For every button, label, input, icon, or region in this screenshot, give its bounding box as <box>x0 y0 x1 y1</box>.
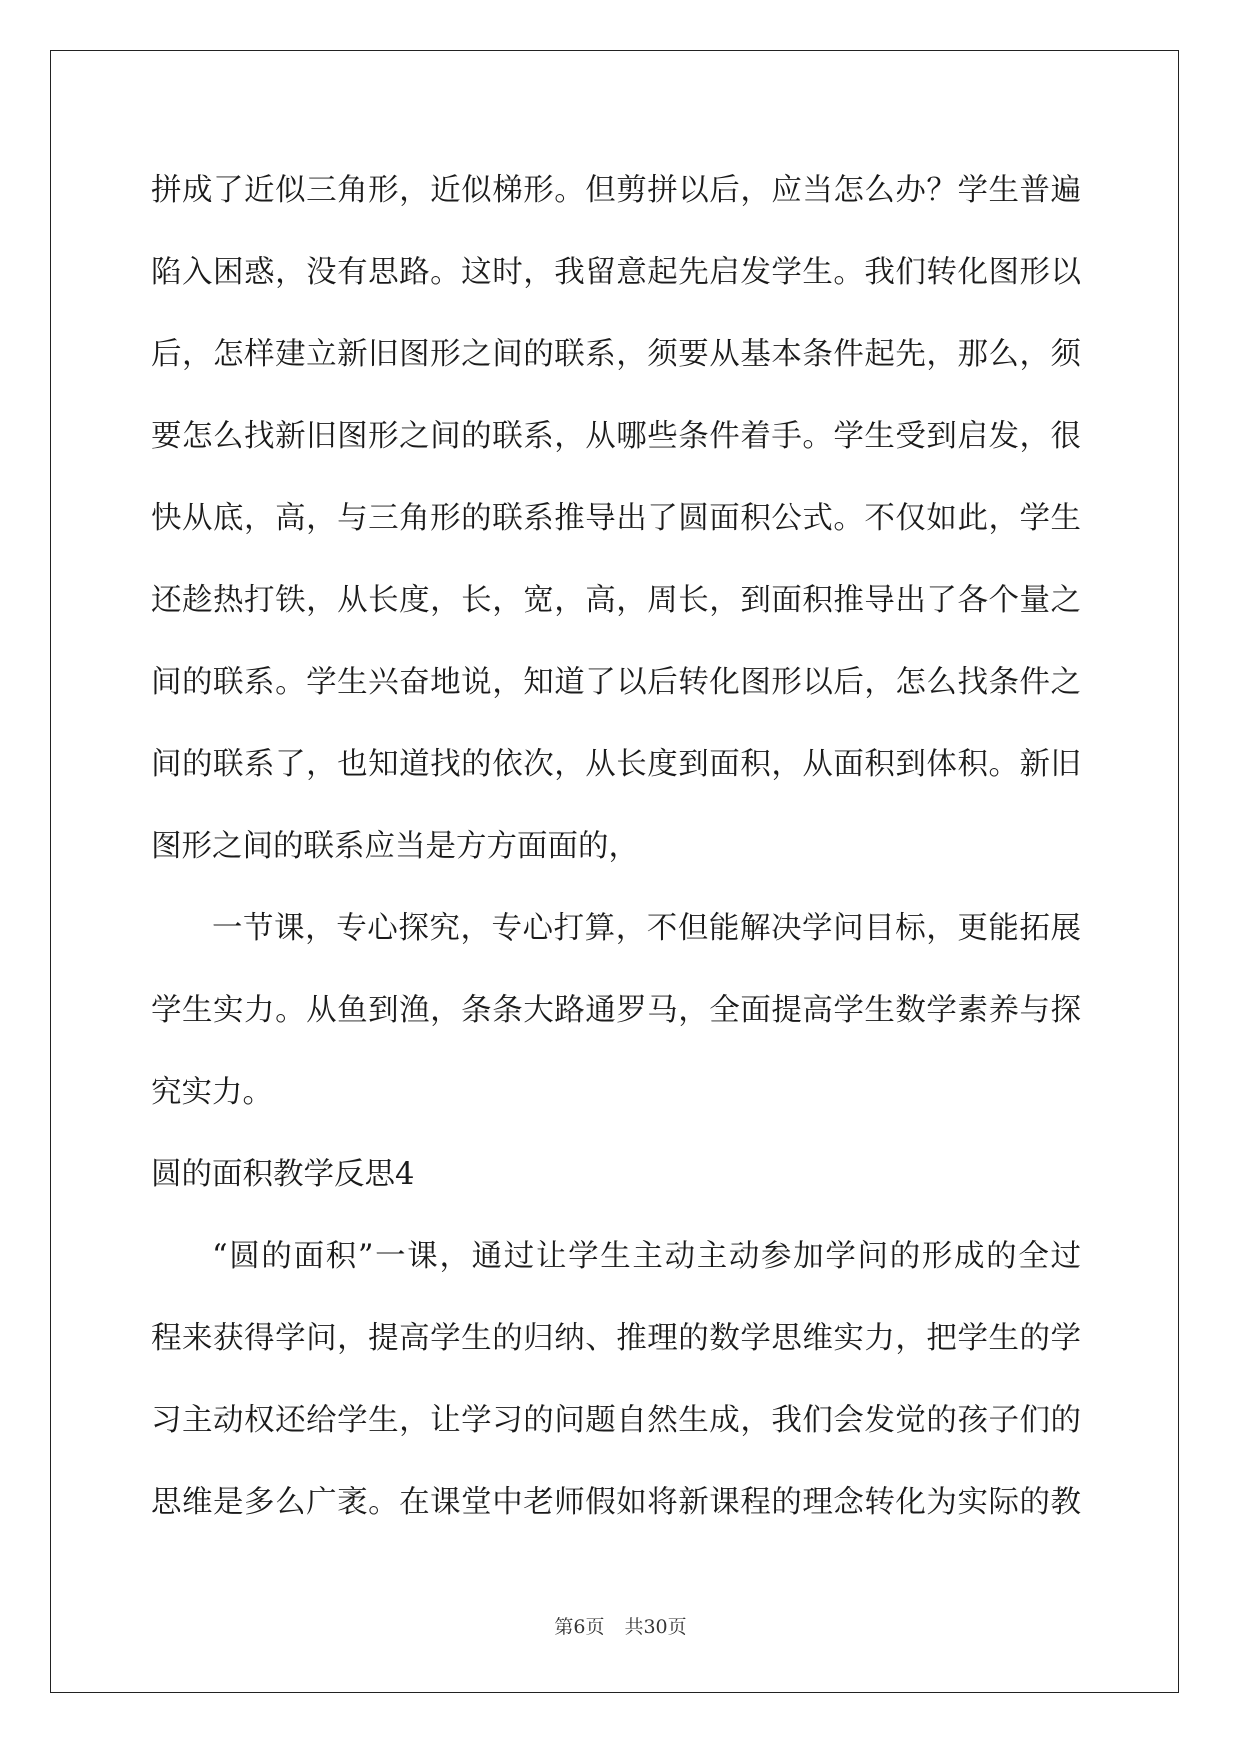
text-line: 间的联系了，也知道找的依次，从长度到面积，从面积到体积。新旧 <box>151 747 1081 782</box>
page-number-current: 第6页 <box>554 1616 605 1638</box>
text-line: 后，怎样建立新旧图形之间的联系，须要从基本条件起先，那么，须 <box>151 337 1081 372</box>
text-line: 间的联系。学生兴奋地说，知道了以后转化图形以后，怎么找条件之 <box>151 665 1081 700</box>
text-line: 程来获得学问，提高学生的归纳、推理的数学思维实力，把学生的学 <box>151 1321 1081 1356</box>
text-line: 要怎么找新旧图形之间的联系，从哪些条件着手。学生受到启发，很 <box>151 419 1081 454</box>
section-heading: 圆的面积教学反思4 <box>151 1157 415 1192</box>
text-line: 究实力。 <box>151 1075 273 1110</box>
text-line: 图形之间的联系应当是方方面面的， <box>151 829 639 864</box>
document-body <box>151 162 1081 1556</box>
page-number-total: 共30页 <box>624 1616 687 1638</box>
text-line: 陷入困惑，没有思路。这时，我留意起先启发学生。我们转化图形以 <box>151 255 1081 290</box>
text-line: 一节课，专心探究，专心打算，不但能解决学问目标，更能拓展 <box>212 911 1081 946</box>
paragraph-3 <box>151 1228 1081 1556</box>
page-footer <box>0 1615 1241 1639</box>
paragraph-1 <box>151 162 1081 900</box>
text-line: 拼成了近似三角形，近似梯形。但剪拼以后，应当怎么办？学生普遍 <box>151 173 1081 208</box>
paragraph-2 <box>151 900 1081 1146</box>
text-line: 还趁热打铁，从长度，长，宽，高，周长，到面积推导出了各个量之 <box>151 583 1081 618</box>
text-line: 学生实力。从鱼到渔，条条大路通罗马，全面提高学生数学素养与探 <box>151 993 1081 1028</box>
text-line: 习主动权还给学生，让学习的问题自然生成，我们会发觉的孩子们的 <box>151 1403 1081 1438</box>
text-line: 快从底，高，与三角形的联系推导出了圆面积公式。不仅如此，学生 <box>151 501 1081 536</box>
text-line: “圆的面积”一课，通过让学生主动主动参加学问的形成的全过 <box>212 1239 1081 1274</box>
text-line: 思维是多么广袤。在课堂中老师假如将新课程的理念转化为实际的教 <box>151 1485 1081 1520</box>
